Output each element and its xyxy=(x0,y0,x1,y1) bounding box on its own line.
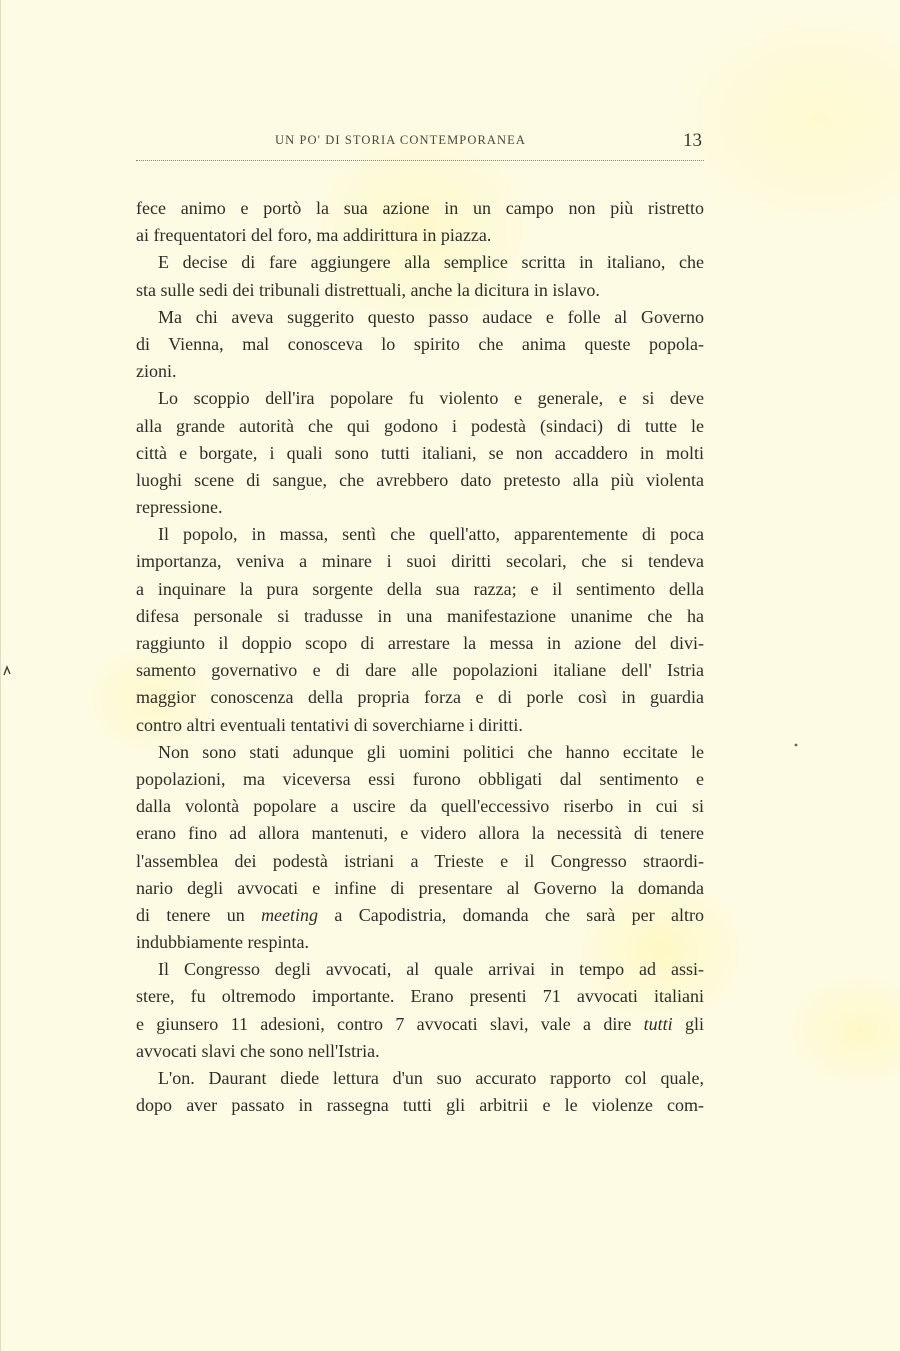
text-line: Non sono stati adunque gli uomini politici che hanno eccitate le xyxy=(158,741,704,762)
italic-word: meeting xyxy=(261,904,319,925)
text-line: l'assemblea dei podestà istriani a Trieste e il Congresso straordi- xyxy=(136,850,704,871)
text-line: ai frequentatori del foro, ma addirittura in piazza. xyxy=(136,225,492,246)
running-title: UN PO' DI STORIA CONTEMPORANEA xyxy=(275,133,527,147)
text-line: città e borgate, i quali sono tutti italiani, se non accaddero in molti xyxy=(136,442,704,463)
text-line: popolazioni, ma viceversa essi furono obbligati dal sentimento e xyxy=(136,768,704,789)
text-line: L'on. Daurant diede lettura d'un suo accurato rapporto col quale, xyxy=(158,1068,704,1088)
text-line: dalla volontà popolare a uscire da quell'eccessivo riserbo in cui si xyxy=(136,796,704,817)
ink-speck-mark xyxy=(1,664,13,678)
text-line: erano fino ad allora mantenuti, e videro allora la necessità di tenere xyxy=(136,823,704,844)
text-line: Il Congresso degli avvocati, al quale arrivai in tempo ad assi- xyxy=(158,959,704,980)
text-run: e giunsero 11 adesioni, contro 7 avvocati slavi, vale a dire xyxy=(136,1013,632,1034)
italic-word: tutti xyxy=(643,1013,673,1034)
text-line xyxy=(136,902,704,929)
running-header xyxy=(136,130,704,161)
ink-dot-mark xyxy=(793,742,799,748)
text-line: luoghi scene di sangue, che avrebbero dato pretesto alla più violenta xyxy=(136,469,704,490)
text-line: maggior conoscenza della propria forza e di porle così in guardia xyxy=(136,687,704,708)
text-line: Ma chi aveva suggerito questo passo audace e folle al Governo xyxy=(158,306,704,327)
text-line: a inquinare la pura sorgente della sua razza; e il sentimento della xyxy=(136,578,704,599)
text-line: Il popolo, in massa, sentì che quell'atto, apparentemente di poca xyxy=(158,524,704,545)
text-line: E decise di fare aggiungere alla semplice scritta in italiano, che xyxy=(158,252,704,273)
text-line: contro altri eventuali tentativi di soverchiarne i diritti. xyxy=(136,714,523,735)
text-run: di tenere un xyxy=(136,904,262,925)
text-line: nario degli avvocati e infine di presentare al Governo la domanda xyxy=(136,877,704,898)
text-line: Lo scoppio dell'ira popolare fu violento e generale, e si deve xyxy=(158,388,704,409)
text-line: importanza, veniva a minare i suoi diritti secolari, che si tendeva xyxy=(136,551,704,572)
text-line: samento governativo e di dare alle popolazioni italiane dell' Istria xyxy=(136,660,704,681)
text-line: indubbiamente respinta. xyxy=(136,932,309,953)
text-line: di Vienna, mal conosceva lo spirito che anima queste popola- xyxy=(136,333,704,354)
text-line: avvocati slavi che sono nell'Istria. xyxy=(136,1040,380,1061)
body-text xyxy=(136,195,704,1119)
text-line: repressione. xyxy=(136,497,223,518)
text-line: stere, fu oltremodo importante. Erano presenti 71 avvocati italiani xyxy=(136,986,704,1007)
page-number: 13 xyxy=(683,130,702,151)
text-line: difesa personale si tradusse in una manifestazione unanime che ha xyxy=(136,605,704,626)
text-run: a Capodistria, domanda che sarà per altro xyxy=(318,904,704,925)
text-line: zioni. xyxy=(136,361,177,382)
text-line: sta sulle sedi dei tribunali distrettuali, anche la dicitura in islavo. xyxy=(136,279,600,300)
text-line: raggiunto il doppio scopo di arrestare la messa in azione del divi- xyxy=(136,633,704,653)
text-line: fece animo e portò la sua azione in un campo non più ristretto xyxy=(136,198,704,218)
text-line xyxy=(136,1011,704,1038)
text-line: dopo aver passato in rassegna tutti gli arbitrii e le violenze com- xyxy=(136,1095,704,1116)
text-line: alla grande autorità che qui godono i podestà (sindaci) di tutte le xyxy=(136,415,704,436)
text-run: gli xyxy=(672,1013,705,1034)
